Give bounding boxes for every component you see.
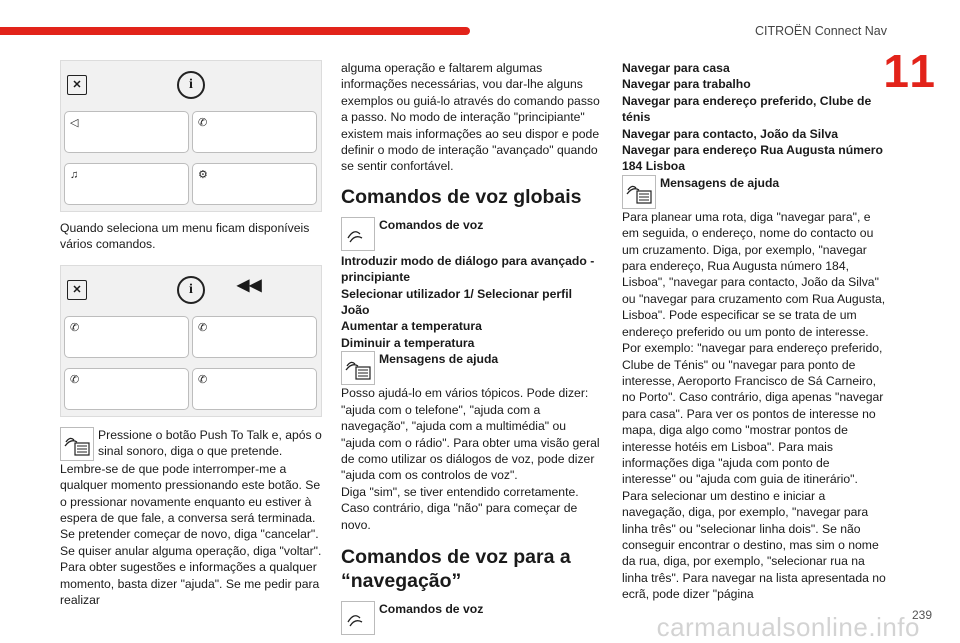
navigation-command: Navegar para endereço Rua Augusta número 184 Lisboa xyxy=(622,143,883,174)
phone-icon: ✆ xyxy=(198,373,208,386)
column-3 xyxy=(622,60,886,603)
ptt-paragraph: Lembre-se de que pode interromper-me a qualquer momento pressionando este botão. Se o pressionar novamente enquanto eu estiver à espera de que fale, a conversa será terminada. Se pretender começar de novo, diga "cancelar". Se quiser anular alguma operação, diga "voltar". Para obter sugestões e informações a qualquer momento, basta dizer "ajuda". Se me pedir para realizar xyxy=(60,461,322,608)
help-messages-label: Mensagens de ajuda xyxy=(660,175,780,190)
navigation-command: Navegar para trabalho xyxy=(622,77,751,92)
voice-command-icon xyxy=(341,217,375,251)
phone-icon: ✆ xyxy=(198,117,208,129)
navigation-help-text: Para planear uma rota, diga "navegar para", e em seguida, o endereço, nome do contacto ou um cruzamento. Diga, por exemplo, "navegar para endereço, Rua Augusta número 184, Lisboa", "navegar para contacto, João da Silva" ou "navegar para cruzamento com Rua Augusta, Lisboa". Pode especificar se se trata de um endereço preferido ou um ponto de interesse. Por exemplo: "navegar para endereço preferido, Clube de Ténis" ou "navegar para ponto de interesse, Aeroporto Francisco de Sá Carneiro, no Porto". Caso contrário, diga apenas "navegar para casa". Para ver os pontos de interesse no mapa, diga algo como "mostrar pontos de interesse hotéis em Lisboa". Para mais informações diga "ajuda com ponto de interesse" ou "ajuda com guia de itinerário". xyxy=(622,209,886,487)
navigation-icon: ◁ xyxy=(70,117,79,129)
screen-illustration-1 xyxy=(60,60,322,212)
voice-cancel-icon: ✕ xyxy=(67,75,87,95)
help-messages-label-row xyxy=(341,351,603,385)
info-icon: i xyxy=(177,276,205,304)
help-messages-label: Mensagens de ajuda xyxy=(379,352,499,367)
section-heading-navigation: Comandos de voz para a “navegação” xyxy=(341,545,571,592)
push-to-talk-icon xyxy=(60,427,94,461)
global-command: Selecionar utilizador 1/ Selecionar perfil João xyxy=(341,286,572,318)
global-command: Aumentar a temperatura xyxy=(341,319,482,334)
help-message-icon xyxy=(341,351,375,385)
screen-illustration-2 xyxy=(60,265,322,417)
column-2 xyxy=(341,60,603,635)
page-header-title: CITROËN Connect Nav xyxy=(755,24,887,38)
paragraph-continued: alguma operação e faltarem algumas informações necessárias, vou dar-lhe alguns exemplos ou guiá-lo através do comando passo a passo. No modo de interação "principiante" existem mais informações ao seu dispor e pode definir o modo de interação "avançado" quando se sentir confortável. xyxy=(341,61,600,174)
menu-tile xyxy=(64,316,189,358)
menu-tile xyxy=(64,368,189,410)
chapter-number: 11 xyxy=(883,45,938,97)
watermark: carmanualsonline.info xyxy=(656,612,920,642)
header-red-bar xyxy=(0,27,470,35)
menu-tile xyxy=(192,368,317,410)
ptt-instruction xyxy=(60,427,322,461)
menu-tile-settings xyxy=(192,163,317,205)
menu-tile-navigation xyxy=(64,111,189,153)
music-note-icon: ♫ xyxy=(70,169,79,181)
navigation-command: Navegar para casa xyxy=(622,61,730,75)
menu-tile xyxy=(192,316,317,358)
ptt-intro-text: Pressione o botão Push To Talk e, após o sinal sonoro, diga o que pretende. xyxy=(98,427,322,459)
phone-icon: ✆ xyxy=(70,321,80,334)
voice-command-icon xyxy=(341,601,375,635)
voice-commands-label-row xyxy=(341,217,603,251)
menu-tile-telephone xyxy=(192,111,317,153)
help-text-2: Diga "sim", se tiver entendido corretamente. Caso contrário, diga "não" para começar de novo. xyxy=(341,484,579,532)
help-text: Posso ajudá-lo em vários tópicos. Pode dizer: "ajuda com o telefone", "ajuda com a navegação", "ajuda com a multimédia" ou "ajuda com o rádio". Para obter uma visão geral de como utilizar os diálogos de voz, pode dizer "ajuda com os controlos de voz". xyxy=(341,386,600,483)
voice-commands-label-row xyxy=(341,601,603,635)
navigation-command: Navegar para contacto, João da Silva xyxy=(622,126,839,141)
menu-tile-media xyxy=(64,163,189,205)
help-message-icon xyxy=(622,175,656,209)
info-icon: i xyxy=(177,71,205,99)
navigation-command: Navegar para endereço preferido, Clube de ténis xyxy=(622,93,872,125)
voice-commands-label: Comandos de voz xyxy=(379,217,484,232)
navigation-help-text-2: Para selecionar um destino e iniciar a navegação, diga, por exemplo, "navegar para linha três" ou "selecionar linha dois". Se não conseguir encontrar o destino, mas sim o nome da rua, diga, por exemplo, "selecionar rua na linha três". Para navegar na lista apresentada no ecrã, pode dizer "página xyxy=(622,488,886,602)
section-heading-global: Comandos de voz globais xyxy=(341,185,582,208)
column-1 xyxy=(60,60,322,608)
global-command: Introduzir modo de diálogo para avançado - principiante xyxy=(341,253,595,285)
voice-commands-label: Comandos de voz xyxy=(379,601,484,616)
rewind-icon: ◀◀ xyxy=(237,276,262,294)
help-messages-label-row xyxy=(622,175,886,209)
global-command: Diminuir a temperatura xyxy=(341,335,475,350)
phone-icon: ✆ xyxy=(70,373,80,386)
page-number: 239 xyxy=(911,608,932,622)
caption-text: Quando seleciona um menu ficam disponíveis vários comandos. xyxy=(60,221,310,252)
voice-cancel-icon: ✕ xyxy=(67,280,87,300)
gear-icon: ⚙ xyxy=(198,169,208,181)
phone-icon: ✆ xyxy=(198,321,208,334)
